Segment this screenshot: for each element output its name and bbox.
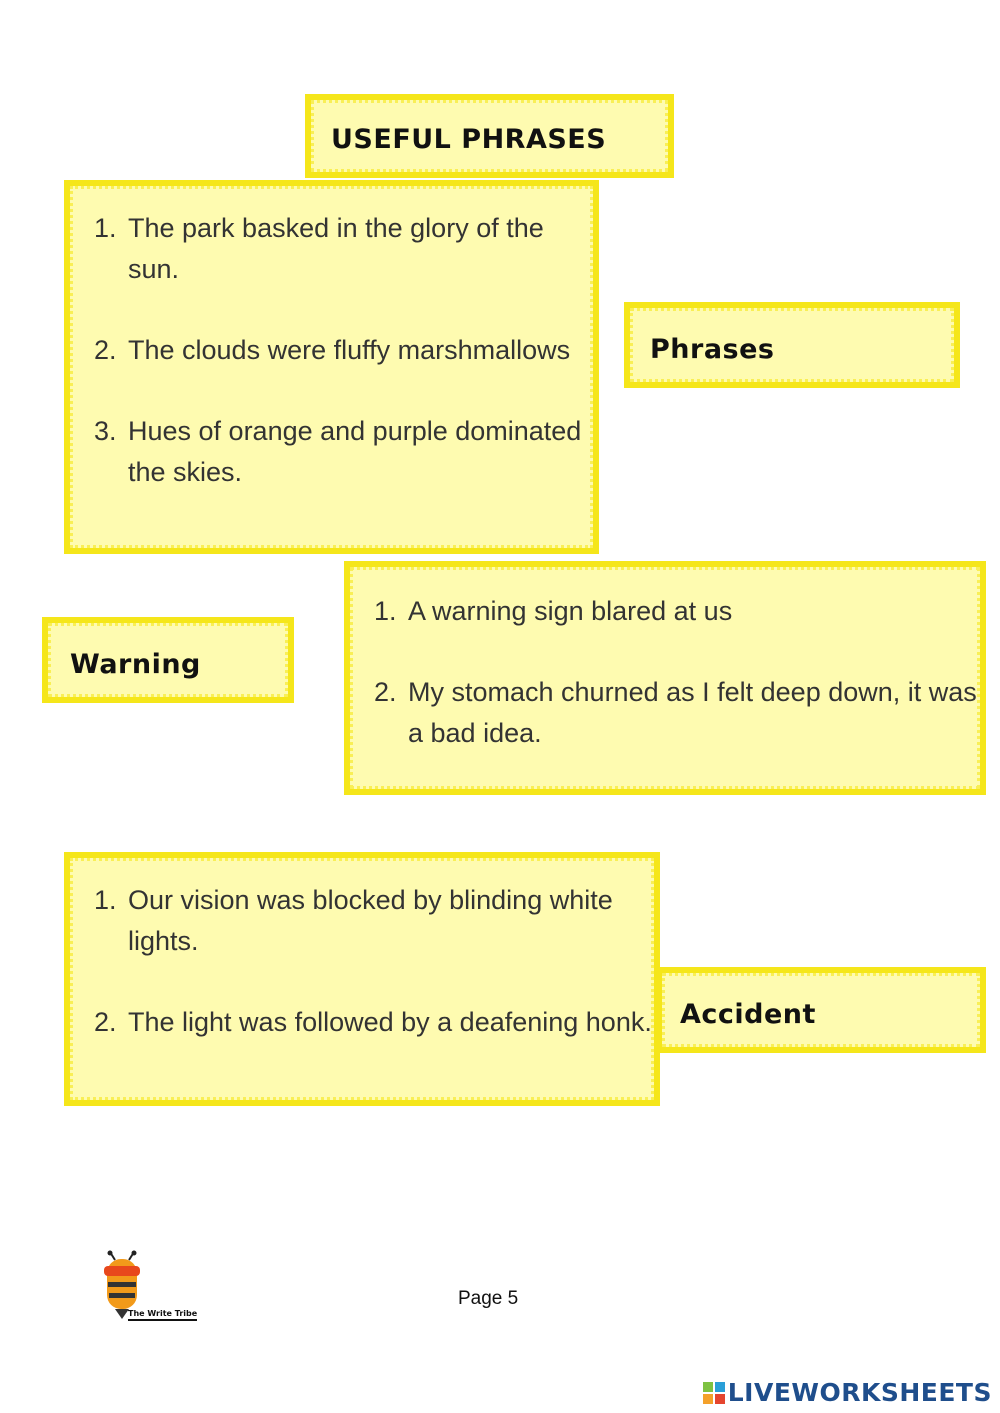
list-item: 2. My stomach churned as I felt deep down, it was a bad idea. (404, 672, 980, 754)
phrases-list-card (64, 180, 599, 554)
page-title: USEFUL PHRASES (331, 124, 607, 155)
accident-list (70, 880, 654, 1043)
list-item: 1. A warning sign blared at us (404, 591, 980, 632)
list-item: 2. The light was followed by a deafening honk. (124, 1002, 654, 1043)
phrases-list (70, 208, 593, 493)
warning-list (350, 591, 980, 754)
page-number: Page 5 (458, 1288, 519, 1309)
phrases-label: Phrases (650, 334, 775, 365)
list-item: 3. Hues of orange and purple dominated the skies. (124, 411, 593, 493)
logo-text: The Write Tribe (128, 1309, 197, 1321)
phrases-label-card[interactable] (624, 302, 960, 388)
list-item: 1. The park basked in the glory of the sun. (124, 208, 593, 290)
accident-label-card[interactable] (656, 967, 986, 1053)
list-item: 1. Our vision was blocked by blinding white lights. (124, 880, 654, 962)
list-item: 2. The clouds were fluffy marshmallows (124, 330, 593, 371)
warning-label: Warning (70, 649, 201, 680)
liveworksheets-brand[interactable] (703, 1378, 992, 1407)
warning-list-card (344, 561, 986, 795)
accident-list-card (64, 852, 660, 1106)
title-card (305, 94, 674, 178)
liveworksheets-logo-icon (703, 1382, 725, 1404)
brand-name: LIVEWORKSHEETS (727, 1378, 992, 1407)
warning-label-card[interactable] (42, 617, 294, 703)
accident-label: Accident (680, 999, 816, 1030)
